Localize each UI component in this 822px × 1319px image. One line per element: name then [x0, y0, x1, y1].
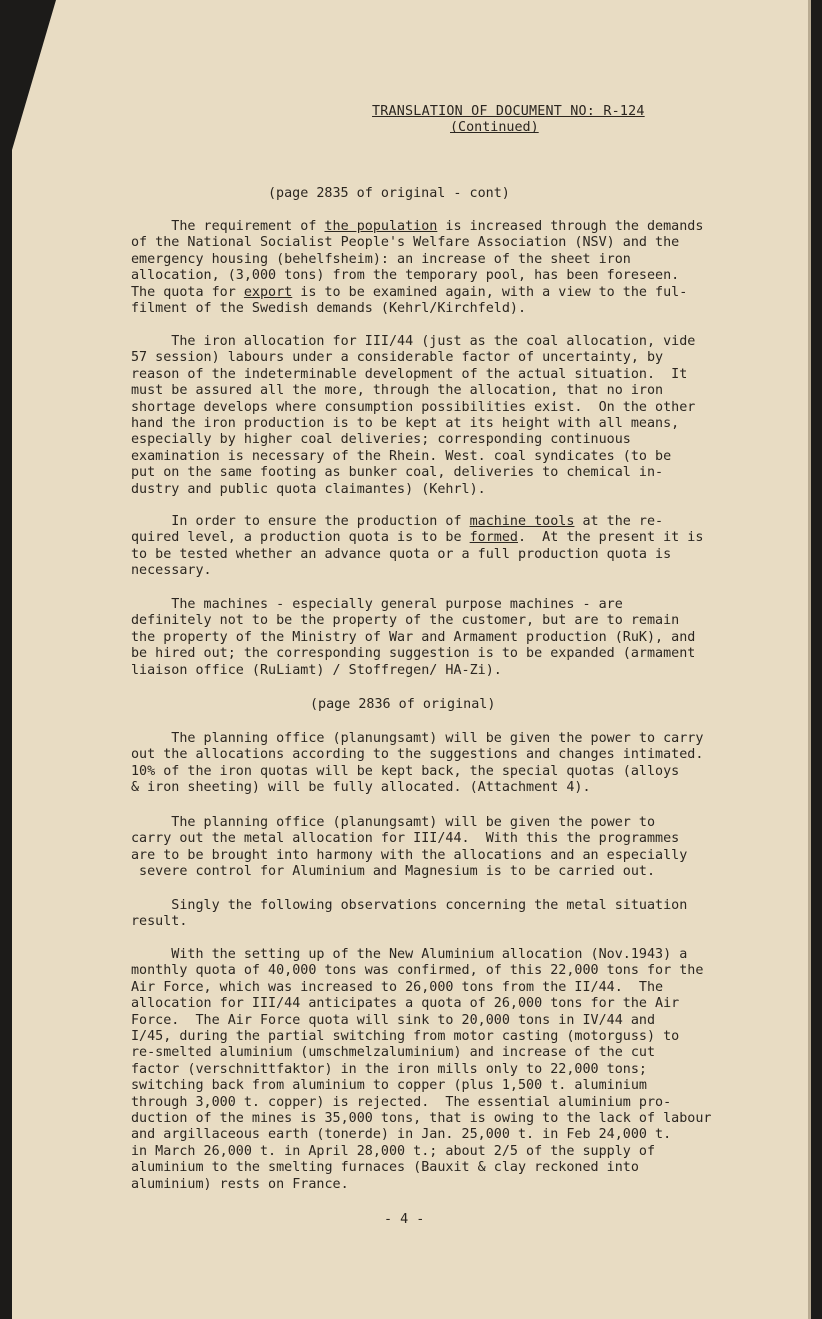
- page-number: - 4 -: [384, 1212, 425, 1227]
- underline-export: export: [243, 284, 293, 300]
- paragraph-population-export: The requirement of the population is increased through the demands of the National Socialist People's Welfare Association (NSV) and the emergency housing (behelfsheim): an increase of the sheet iron allocation, (3,000 tons) from the temporary pool, has been foreseen. The quota for export is to be examined again, with a view to the ful- filment of the Swedish demands (Kehrl/Kirchfeld).: [131, 219, 704, 317]
- page-reference: (page 2835 of original - cont): [268, 186, 510, 201]
- paragraph-planning-office-iron: The planning office (planungsamt) will be given the power to carry out the allocations according to the suggestions and changes intimated. 10% of the iron quotas will be kept back, the special quotas (alloys & iron sheeting) will be fully allocated. (Attachment 4).: [131, 731, 704, 796]
- paragraph-machines-property: The machines - especially general purpose machines - are definitely not to be the property of the customer, but are to remain the property of the Ministry of War and Armament production (RuK), and be hired out; the corresponding suggestion is to be expanded (armament liaison office (RuLiamt) / Stoffregen/ HA-Zi).: [131, 597, 696, 678]
- paragraph-iron-allocation: The iron allocation for III/44 (just as the coal allocation, vide 57 session) labours under a considerable factor of uncertainty, by reason of the indeterminable development of the actual situation. It must be assured all the more, through the allocation, that no iron shortage develops where consumption possibilities exist. On the other hand the iron production is to be kept at its height with all means, especially by higher coal deliveries; corresponding continuous examination is necessary of the Rhein. West. coal syndicates (to be put on the same footing as bunker coal, deliveries to chemical in- dustry and public quota claimantes) (Kehrl).: [131, 334, 696, 497]
- paragraph-metal-observations: Singly the following observations concerning the metal situation result.: [131, 898, 688, 930]
- document-header: [372, 104, 672, 137]
- paragraph-aluminium: With the setting up of the New Aluminium allocation (Nov.1943) a monthly quota of 40,000 tons was confirmed, of this 22,000 tons for the Air Force, which was increased to 26,000 tons from the II/44. The allocation for III/44 anticipates a quota of 26,000 tons for the Air Force. The Air Force quota will sink to 20,000 tons in IV/44 and I/45, during the partial switching from motor casting (motorguss) to re-smelted aluminium (umschmelzaluminium) and increase of the cut factor (verschnittfaktor) in the iron mills only to 22,000 tons; switching back from aluminium to copper (plus 1,500 t. aluminium through 3,000 t. copper) is rejected. The essential aluminium pro- duction of the mines is 35,000 tons, that is owing to the lack of labour and argillaceous earth (tonerde) in Jan. 25,000 t. in Feb 24,000 t. in March 26,000 t. in April 28,000 t.; about 2/5 of the supply of aluminium to the smelting furnaces (Bauxit & clay reckoned into aluminium) rests on France.: [131, 947, 712, 1192]
- paragraph-machine-tools: In order to ensure the production of machine tools at the re- quired level, a production quota is to be formed. At the present it is to be tested whether an advance quota or a full production quota is necessary.: [131, 514, 704, 579]
- underline-population: the population: [324, 219, 438, 234]
- paragraph-planning-office-metal: The planning office (planungsamt) will be given the power to carry out the metal allocation for III/44. With this the programmes are to be brought into harmony with the allocations and an especially severe control for Aluminium and Magnesium is to be carried out.: [131, 815, 688, 880]
- document-subtitle: (Continued): [450, 120, 539, 136]
- page-reference-2: (page 2836 of original): [310, 697, 496, 712]
- underline-formed: formed: [469, 530, 518, 546]
- underline-machine-tools: machine tools: [469, 514, 575, 529]
- document-title: TRANSLATION OF DOCUMENT NO: R-124: [372, 104, 645, 119]
